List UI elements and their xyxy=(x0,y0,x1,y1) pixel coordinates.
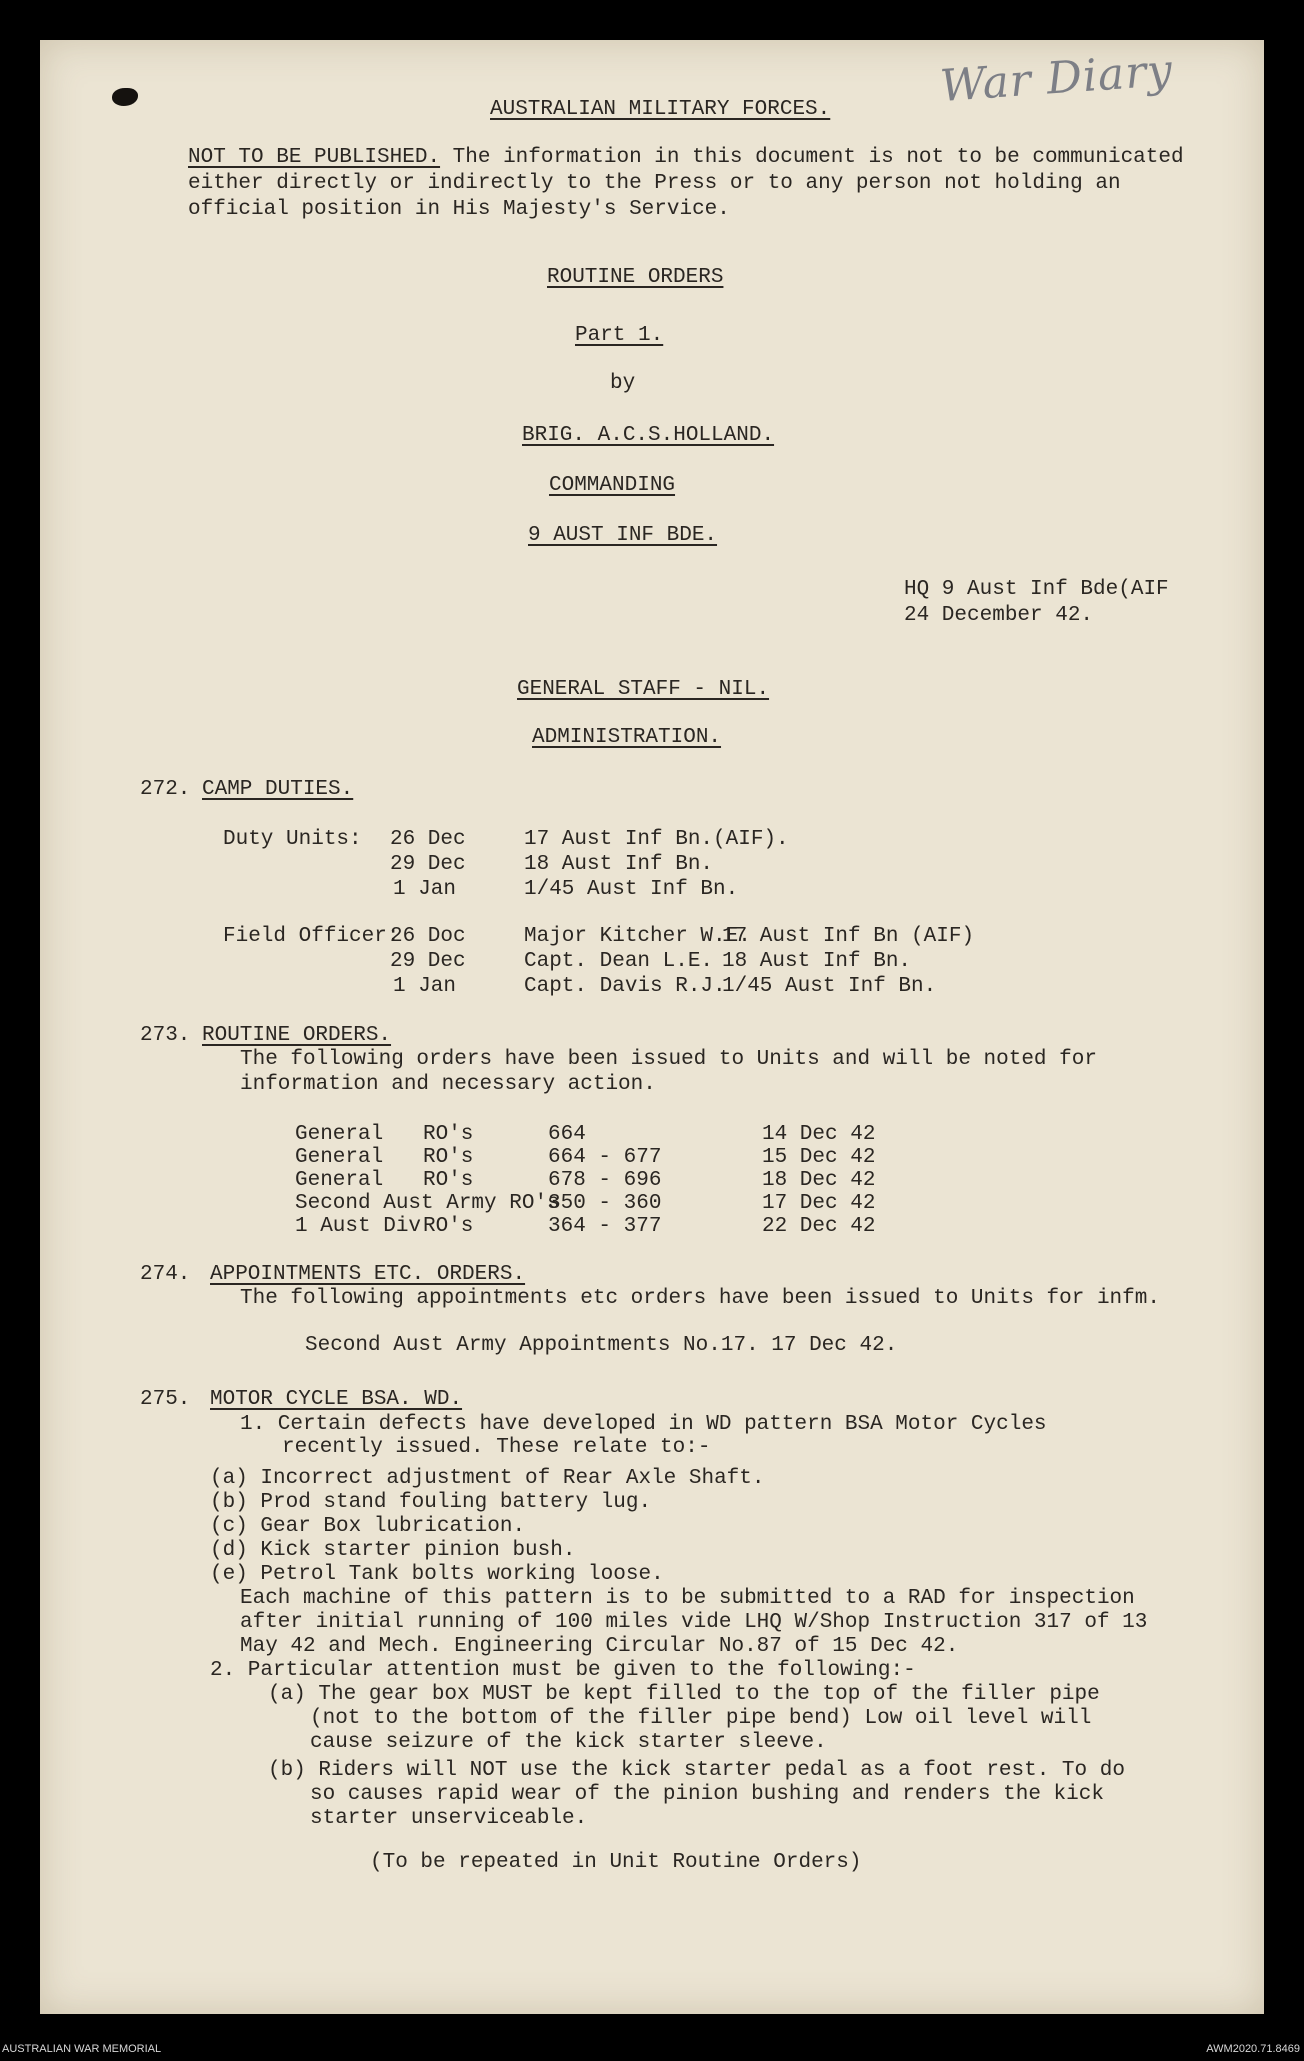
warning-line-3: official position in His Majesty's Service. xyxy=(188,198,730,221)
officer-unit: 1/45 Aust Inf Bn. xyxy=(722,975,937,998)
footer-reference: AWM2020.71.8469 xyxy=(1206,2043,1300,2055)
officer-date: 26 Doc xyxy=(390,925,466,948)
item-273-text-1: The following orders have been issued to Units and will be noted for xyxy=(240,1048,1097,1071)
officer-unit: 18 Aust Inf Bn. xyxy=(722,950,912,973)
duty-date: 29 Dec xyxy=(390,853,466,876)
order-numbers: 364 - 377 xyxy=(548,1215,662,1238)
title-unit: 9 AUST INF BDE. xyxy=(528,524,718,547)
inspection-text-3: May 42 and Mech. Engineering Circular No.87 of 15 Dec 42. xyxy=(240,1635,959,1658)
document-page xyxy=(40,40,1264,2014)
officer-unit: 17 Aust Inf Bn (AIF) xyxy=(722,925,975,948)
order-type: RO's xyxy=(423,1123,474,1146)
officer-date: 29 Dec xyxy=(390,950,466,973)
order-numbers: 350 - 360 xyxy=(548,1192,662,1215)
order-source: Second Aust Army RO's xyxy=(295,1192,560,1215)
origin-hq: HQ 9 Aust Inf Bde(AIF xyxy=(904,578,1169,601)
origin-date: 24 December 42. xyxy=(904,604,1094,627)
section-general-staff: GENERAL STAFF - NIL. xyxy=(517,678,770,701)
title-by: by xyxy=(610,372,636,395)
handwritten-note: War Diary xyxy=(938,44,1175,113)
note-a-1: (a) The gear box MUST be kept filled to the top of the filler pipe xyxy=(268,1683,1100,1706)
order-numbers: 664 xyxy=(548,1123,586,1146)
title-commanding: COMMANDING xyxy=(549,474,676,497)
note-b-3: starter unserviceable. xyxy=(310,1807,588,1830)
item-275-title: MOTOR CYCLE BSA. WD. xyxy=(210,1388,463,1411)
field-officer-label: Field Officer: xyxy=(223,925,400,948)
item-273-number: 273. xyxy=(140,1024,191,1047)
item-274-title: APPOINTMENTS ETC. ORDERS. xyxy=(210,1263,526,1286)
order-type: RO's xyxy=(423,1146,474,1169)
note-b-2: so causes rapid wear of the pinion bushing and renders the kick xyxy=(310,1783,1104,1806)
defect-item: (a) Incorrect adjustment of Rear Axle Shaft. xyxy=(210,1467,765,1490)
duty-date: 26 Dec xyxy=(390,828,466,851)
note-b-1: (b) Riders will NOT use the kick starter pedal as a foot rest. To do xyxy=(268,1759,1125,1782)
note-a-2: (not to the bottom of the filler pipe bend) Low oil level will xyxy=(310,1707,1092,1730)
order-source: General xyxy=(295,1169,384,1192)
inspection-text-2: after initial running of 100 miles vide LHQ W/Shop Instruction 317 of 13 xyxy=(240,1611,1148,1634)
item-275-para-1a: 1. Certain defects have developed in WD pattern BSA Motor Cycles xyxy=(240,1413,1047,1436)
order-date: 14 Dec 42 xyxy=(762,1123,876,1146)
order-source: 1 Aust Div xyxy=(295,1215,422,1238)
order-type: RO's xyxy=(423,1169,474,1192)
defect-item: (b) Prod stand fouling battery lug. xyxy=(210,1491,652,1514)
org-heading: AUSTRALIAN MILITARY FORCES. xyxy=(490,98,831,121)
defect-item: (d) Kick starter pinion bush. xyxy=(210,1539,576,1562)
item-274-text-1: The following appointments etc orders have been issued to Units for infm. xyxy=(240,1287,1160,1310)
ink-blot xyxy=(112,88,138,106)
order-source: General xyxy=(295,1123,384,1146)
officer-name: Capt. Davis R.J. xyxy=(524,975,726,998)
duty-units-label: Duty Units: xyxy=(223,828,362,851)
duty-unit: 17 Aust Inf Bn.(AIF). xyxy=(524,828,789,851)
item-273-title: ROUTINE ORDERS. xyxy=(202,1024,392,1047)
item-272-title: CAMP DUTIES. xyxy=(202,778,354,801)
defect-item: (c) Gear Box lubrication. xyxy=(210,1515,526,1538)
duty-unit: 1/45 Aust Inf Bn. xyxy=(524,878,739,901)
item-273-text-2: information and necessary action. xyxy=(240,1073,656,1096)
warning-label: NOT TO BE PUBLISHED. xyxy=(188,146,441,169)
order-source: General xyxy=(295,1146,384,1169)
title-part: Part 1. xyxy=(575,324,664,347)
officer-name: Major Kitcher W.E. xyxy=(524,925,751,948)
order-numbers: 678 - 696 xyxy=(548,1169,662,1192)
officer-name: Capt. Dean L.E. xyxy=(524,950,714,973)
repeat-instruction: (To be repeated in Unit Routine Orders) xyxy=(370,1851,862,1874)
title-routine-orders: ROUTINE ORDERS xyxy=(547,266,724,289)
note-a-3: cause seizure of the kick starter sleeve. xyxy=(310,1731,827,1754)
warning-line-1 xyxy=(188,145,1184,170)
order-type: RO's xyxy=(423,1215,474,1238)
defect-item: (e) Petrol Tank bolts working loose. xyxy=(210,1563,664,1586)
item-275-para-2: 2. Particular attention must be given to the following:- xyxy=(210,1659,916,1682)
duty-date: 1 Jan xyxy=(392,878,456,901)
section-administration: ADMINISTRATION. xyxy=(532,726,722,749)
inspection-text-1: Each machine of this pattern is to be submitted to a RAD for inspection xyxy=(240,1587,1135,1610)
item-275-para-1b: recently issued. These relate to:- xyxy=(282,1436,711,1459)
title-commander: BRIG. A.C.S.HOLLAND. xyxy=(522,424,775,447)
order-date: 18 Dec 42 xyxy=(762,1169,876,1192)
order-date: 22 Dec 42 xyxy=(762,1215,876,1238)
order-numbers: 664 - 677 xyxy=(548,1146,662,1169)
officer-date: 1 Jan xyxy=(392,975,456,998)
item-274-text-2: Second Aust Army Appointments No.17. 17 Dec 42. xyxy=(305,1334,898,1357)
item-274-number: 274. xyxy=(140,1263,191,1286)
order-date: 17 Dec 42 xyxy=(762,1192,876,1215)
item-275-number: 275. xyxy=(140,1388,191,1411)
item-272-number: 272. xyxy=(140,778,191,801)
duty-unit: 18 Aust Inf Bn. xyxy=(524,853,714,876)
footer-archive: AUSTRALIAN WAR MEMORIAL xyxy=(2,2043,162,2055)
warning-text-1: The information in this document is not to be communicated xyxy=(452,146,1184,169)
order-date: 15 Dec 42 xyxy=(762,1146,876,1169)
warning-line-2: either directly or indirectly to the Press or to any person not holding an xyxy=(188,172,1121,195)
